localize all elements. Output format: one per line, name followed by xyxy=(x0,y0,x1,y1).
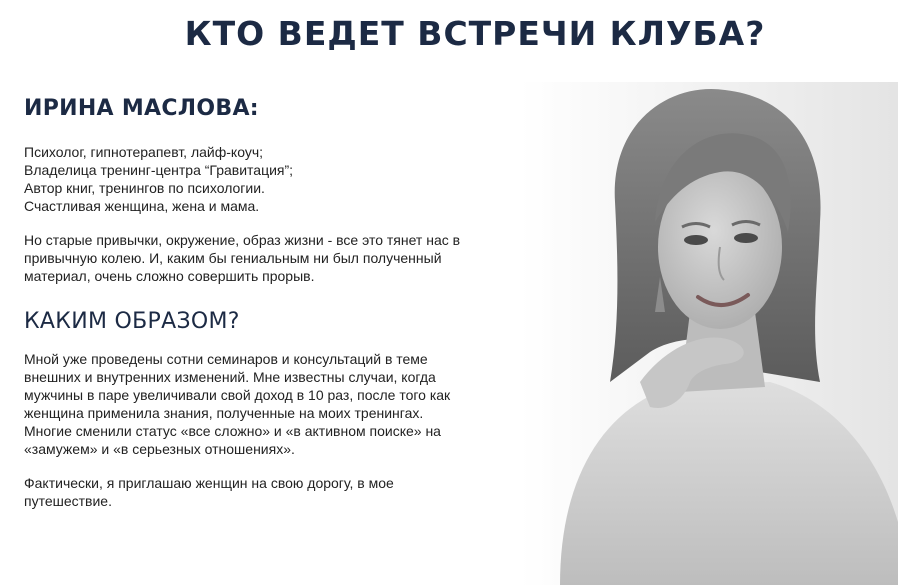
host-credentials xyxy=(24,143,484,215)
portrait-illustration xyxy=(520,82,898,585)
host-portrait-photo xyxy=(520,82,898,585)
host-name: ИРИНА МАСЛОВА: xyxy=(24,96,259,121)
closing-paragraph: Фактически, я приглашаю женщин на свою дорогу, в мое путешествие. xyxy=(24,475,394,509)
section-heading: КАКИМ ОБРАЗОМ? xyxy=(24,309,240,334)
host-info xyxy=(24,96,484,526)
credential-line: Владелица тренинг-центра “Гравитация”; xyxy=(24,162,294,178)
method-paragraph: Мной уже проведены сотни семинаров и консультаций в теме внешних и внутренних изменений. Мне известны случаи, когда мужчины в паре увеличивали свой доход в 10 раз, после того как женщина применила знания, полученные на моих тренингах. Многие сменили статус «все сложно» и «в активном поиске» на «замужем» и «в серьезных отношениях». xyxy=(24,351,451,457)
credential-line: Автор книг, тренингов по психологии. xyxy=(24,180,265,196)
credential-line: Счастливая женщина, жена и мама. xyxy=(24,198,260,214)
intro-paragraph: Но старые привычки, окружение, образ жизни - все это тянет нас в привычную колею. И, каким бы гениальным ни был полученный материал, очень сложно совершить прорыв. xyxy=(24,232,461,284)
credential-line: Психолог, гипнотерапевт, лайф-коуч; xyxy=(24,144,264,160)
page-title: КТО ВЕДЕТ ВСТРЕЧИ КЛУБА? xyxy=(184,14,766,53)
